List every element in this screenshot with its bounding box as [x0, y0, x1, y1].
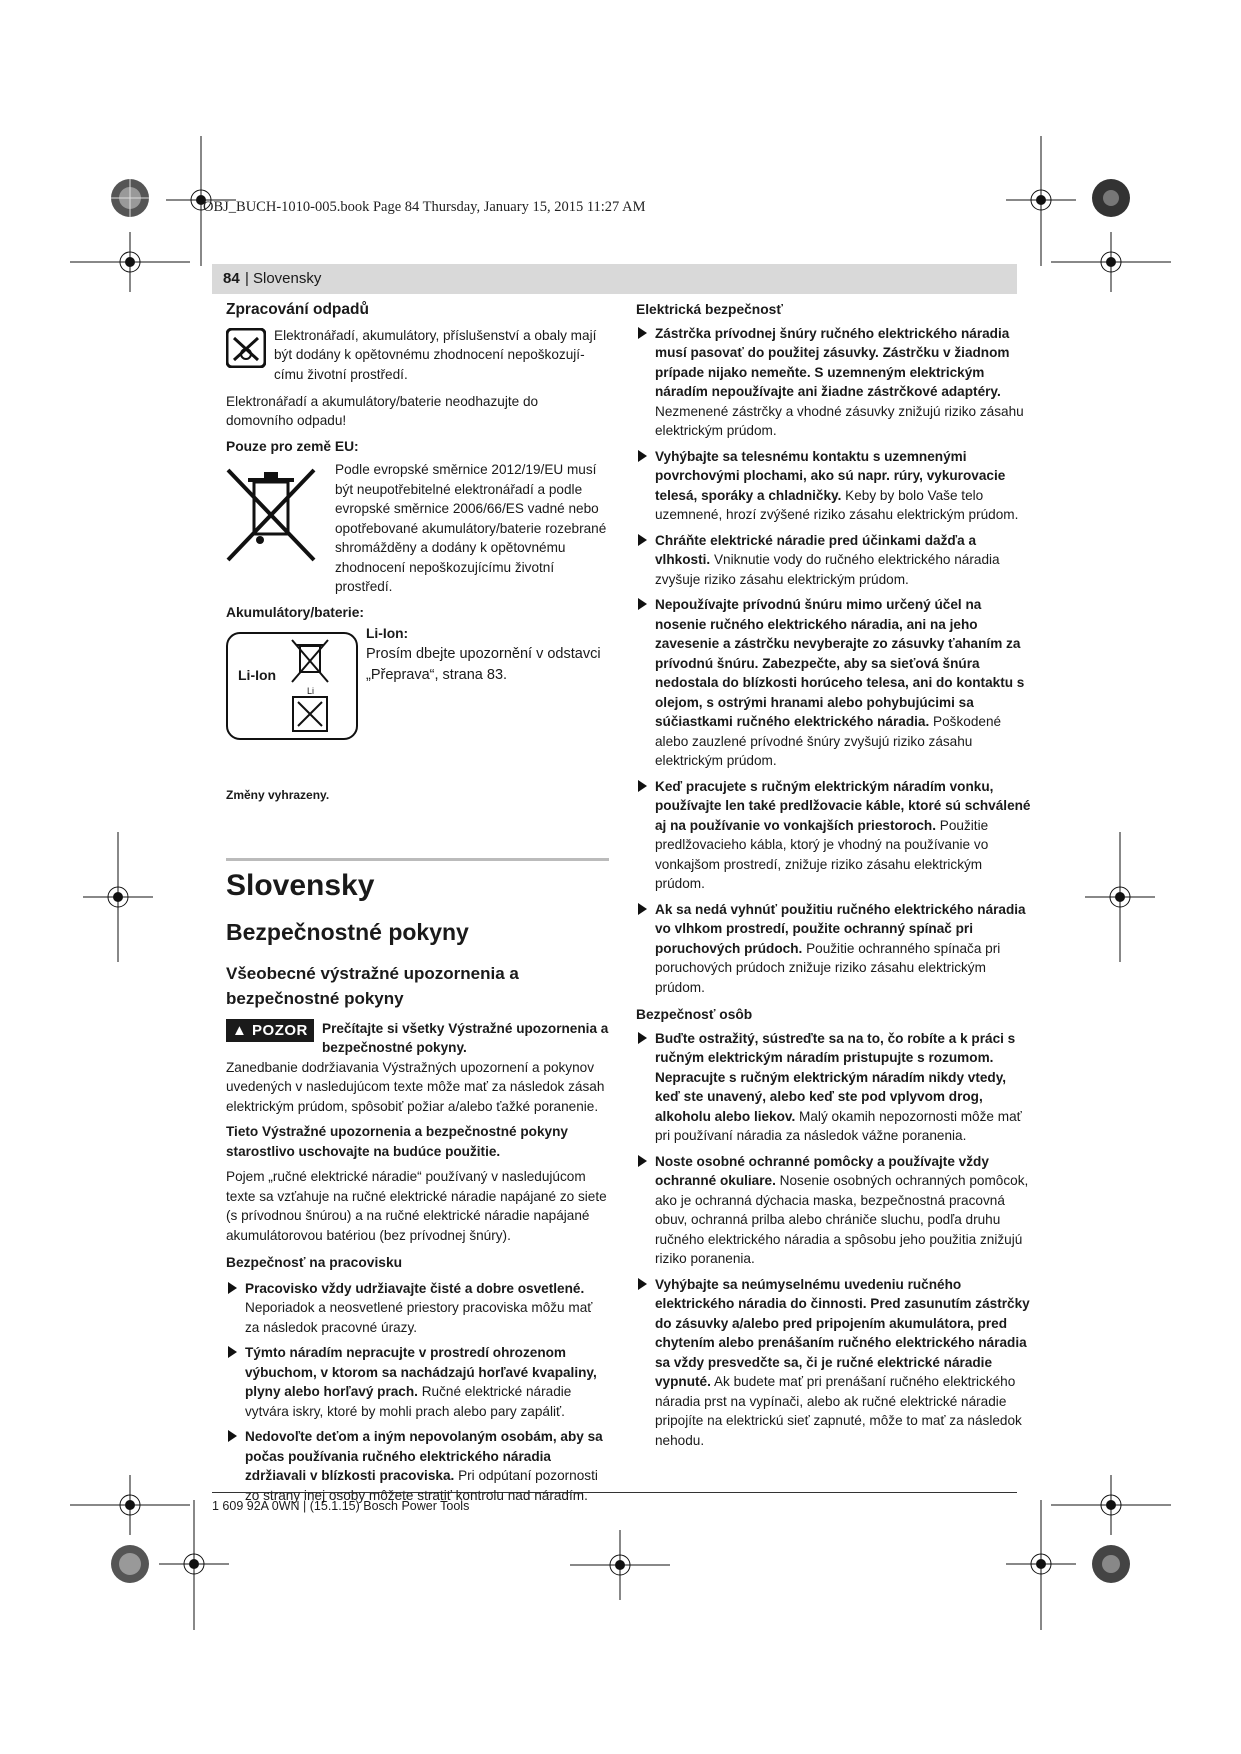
section-divider: [226, 858, 609, 861]
crosshair-mark-bottom-left: [159, 1500, 229, 1630]
registration-mark-top-left-outer: [110, 178, 150, 218]
list-item: [226, 1279, 609, 1338]
keep-instructions: Tieto Výstražné upozornenia a bezpečnostné pokyny starostlivo uschovajte na budúce použitie.: [226, 1124, 568, 1159]
list-item: [226, 1427, 609, 1505]
bullet-arrow-icon: [638, 1155, 647, 1167]
item-text: Použitie ochranného spínača pri poruchových prúdoch znižuje riziko zásahu elektrickým prúdom.: [655, 940, 1001, 995]
liion-heading: Li-Ion:: [366, 626, 409, 641]
bullet-arrow-icon: [638, 598, 647, 610]
crosshair-mark-right-top: [1051, 232, 1171, 292]
crosshair-mark-left-top: [70, 232, 190, 292]
list-item: [636, 777, 1032, 894]
li-small-label: Li: [307, 686, 315, 696]
item-bold: Vyhýbajte sa telesnému kontaktu s uzemnenými povrchovými plochami, ako sú napr. rúry, vykurovacie telesá, sporáky a chladničky.: [655, 448, 1006, 503]
page-number: 84: [223, 270, 240, 287]
item-text: Nosenie osobných ochranných pomôcok, ako je ochranná dýchacia maska, bezpečnostná pracovná obuv, ochranná prilba alebo chrániče sluchu, podľa druhu ručného elektrického náradia a spôsobu jeho použitia znižujú riziko poranenia.: [655, 1173, 1029, 1266]
list-item: [636, 900, 1032, 998]
registration-mark-top-right-outer: [1091, 178, 1131, 218]
item-bold: Ak sa nedá vyhnúť použitiu ručného elektrického náradia vo vlhkom prostredí, použite ochranný spínač pri poruchových prúdoch.: [655, 901, 1026, 956]
crossed-bin-icon: [226, 464, 316, 580]
item-bold: Zástrčka prívodnej šnúry ručného elektrického náradia musí pasovať do použitej zásuvky. Zástrčku v žiadnom prípade nijako nemeňte. S uzemneným elektrickým náradím nepoužívajte ani žiadne zástrčkové adaptéry.: [655, 325, 1010, 399]
pozor-text: Zanedbanie dodržiavania Výstražných upozornení a pokynov uvedených v nasledujúcom texte môže mať za následok zásah elektrickým prúdom, spôsobiť požiar a/alebo ťažké poranenie.: [226, 1059, 605, 1114]
item-bold: Nepoužívajte prívodnú šnúru mimo určený účel na nosenie ručného elektrického náradia, ani na jeho zavesenie a zástrčku nevyberajte zo zásuvky ťahaním za prívodnú šnúru. Zabezpečte, aby sa sieťová šnúra nedostala do blízkosti horúceho telesa, ani do kontaktu s olejom, s ostrými hranami alebo pohybujúcimi sa súčiastkami ručného elektrického náradia.: [655, 597, 1025, 729]
bullet-arrow-icon: [638, 780, 647, 792]
item-text: Malý okamih nepozornosti môže mať pri používaní náradia za následok vážne poranenia.: [655, 1108, 1022, 1143]
bullet-arrow-icon: [228, 1282, 237, 1294]
right-column: [636, 300, 1032, 1456]
crosshair-mark-right-middle: [1085, 832, 1155, 962]
warning-triangle-icon: ▲: [232, 1021, 248, 1039]
electric-heading: Elektrická bezpečnosť: [636, 302, 783, 317]
item-text: Keby by bolo Vaše telo uzemnené, hrozí zvýšené riziko zásahu elektrickým prúdom.: [655, 487, 1019, 522]
warning-badge: [226, 1019, 314, 1043]
waste-text2: Elektronářadí a akumulátory/baterie neodhazujte do domovního odpadu!: [226, 393, 539, 428]
list-item: [636, 324, 1032, 441]
item-text: Použitie predlžovacieho kábla, ktorý je vhodný na používanie vo vonkajšom prostredí, znižuje riziko zásahu elektrickým prúdom.: [655, 817, 989, 891]
safety-title: Bezpečnostné pokyny: [226, 918, 469, 945]
footer-rule: [212, 1492, 1017, 1493]
liion-icon-label: Li-Ion: [238, 667, 277, 683]
item-text: Neporiadok a neosvetlené priestory pracoviska môžu mať za následok pracovné úrazy.: [245, 1300, 593, 1335]
print-file-info: OBJ_BUCH-1010-005.book Page 84 Thursday, January 15, 2015 11:27 AM: [203, 199, 646, 215]
registration-mark-bottom-left-outer: [110, 1544, 150, 1584]
list-item: [226, 1343, 609, 1421]
item-bold: Týmto náradím nepracujte v prostredí ohrozenom výbuchom, v ktorom sa nachádzajú horľavé kvapaliny, plyny alebo horľavý prach.: [245, 1345, 597, 1399]
crosshair-mark-bottom-right: [1006, 1500, 1076, 1630]
item-bold: Nedovoľte deťom a iným nepovolaným osobám, aby sa počas používania ručného elektrického náradia zdržiavali v blízkosti pracoviska.: [245, 1429, 603, 1483]
registration-mark-bottom-right-outer: [1091, 1544, 1131, 1584]
workplace-list: [226, 1279, 609, 1506]
item-bold: Noste osobné ochranné pomôcky a používajte vždy ochranné okuliare.: [655, 1153, 989, 1188]
recycle-package-icon: [226, 328, 266, 374]
waste-title: Zpracování odpadů: [226, 301, 369, 318]
persons-heading: Bezpečnosť osôb: [636, 1007, 753, 1022]
eu-block: [226, 460, 609, 597]
bullet-arrow-icon: [228, 1430, 237, 1442]
running-header: [212, 264, 1017, 294]
list-item: [636, 595, 1032, 771]
crosshair-mark-bottom-center: [570, 1530, 670, 1600]
footer-text: 1 609 92A 0WN | (15.1.15) Bosch Power Tools: [212, 1499, 470, 1513]
list-item: [636, 447, 1032, 525]
pozor-block: [226, 1019, 609, 1058]
eu-text: Podle evropské směrnice 2012/19/EU musí být neupotřebitelné elektronářadí a podle evropské směrnice 2006/66/ES vadné nebo opotřebované akumulátory/baterie rozebrané shromážděny a dodány k opětovnému zhodnocení nepoškozujícímu životní prostředí.: [335, 462, 607, 594]
bullet-arrow-icon: [638, 534, 647, 546]
warning-label: POZOR: [252, 1021, 308, 1039]
separator: |: [245, 270, 249, 287]
item-bold: Vyhýbajte sa neúmyselnému uvedeniu ručného elektrického náradia do činnosti. Pred zasunutím zástrčky do zásuvky a/alebo pred pripojením akumulátora, pred chytením alebo prenášaním ručného elektrického náradia sa vždy presvedčte sa, či je ručné elektrické náradie vypnuté.: [655, 1276, 1030, 1389]
liion-battery-icon: [226, 632, 358, 740]
pozor-bold: Prečítajte si všetky Výstražné upozornenia a bezpečnostné pokyny.: [322, 1020, 609, 1055]
general-title: Všeobecné výstražné upozornenia a bezpečnostné pokyny: [226, 963, 519, 1008]
item-text: Pri odpútaní pozornosti zo strany inej osoby môžete stratiť kontrolu nad náradím.: [245, 1468, 598, 1503]
language-title: Slovensky: [226, 868, 375, 902]
list-item: [636, 1275, 1032, 1451]
bullet-arrow-icon: [638, 1278, 647, 1290]
crosshair-mark-left-middle: [83, 832, 153, 962]
term-text: Pojem „ručné elektrické náradie“ používaný v nasledujúcom texte sa vzťahuje na ručné elektrické náradie napájané zo siete (s prívodnou šnúrou) a na ručné elektrické náradie napájané akumulátorovou batériou (bez prívodnej šnúry).: [226, 1169, 607, 1243]
item-text: Vniknutie vody do ručného elektrického náradia zvyšuje riziko zásahu elektrickým prúdom.: [655, 552, 1000, 587]
liion-block: [226, 624, 609, 764]
battery-recycle-icon: [292, 696, 328, 738]
bullet-arrow-icon: [638, 903, 647, 915]
eu-heading: Pouze pro země EU:: [226, 438, 359, 454]
item-text: Nezmenené zástrčky a vhodné zásuvky znižujú riziko zásahu elektrickým prúdom.: [655, 403, 1024, 438]
item-bold: Keď pracujete s ručným elektrickým náradím vonku, používajte len také predlžovacie káble, ktoré sú schválené aj na používanie vo vonkajších priestoroch.: [655, 778, 1031, 833]
waste-block: [226, 326, 609, 386]
changes-note: Změny vyhrazeny.: [226, 788, 330, 802]
list-item: [636, 1029, 1032, 1146]
list-item: [636, 531, 1032, 590]
item-text: Poškodené alebo zauzlené prívodné šnúry zvyšujú riziko zásahu elektrickým prúdom.: [655, 714, 1002, 768]
waste-text1: Elektronářadí, akumulátory, příslušenství a obaly mají být dodány k opětovnému zhodnocení nepoškozují-címu životní prostředí.: [274, 327, 597, 382]
item-bold: Chráňte elektrické náradie pred účinkami dažďa a vlhkosti.: [655, 532, 977, 567]
item-text: Ak budete mať pri prenášaní ručného elektrického náradia prst na vypínači, alebo ak ručné elektrické náradie pripojíte na elektrickú sieť zapnuté, môže to mať za následok nehodu.: [655, 1374, 1022, 1448]
item-bold: Pracovisko vždy udržiavajte čisté a dobre osvetlené.: [245, 1280, 585, 1296]
section-name: Slovensky: [253, 270, 322, 287]
bullet-arrow-icon: [638, 327, 647, 339]
workplace-heading: Bezpečnosť na pracovisku: [226, 1255, 403, 1270]
list-item: [636, 1152, 1032, 1269]
bullet-arrow-icon: [638, 1032, 647, 1044]
bullet-arrow-icon: [638, 450, 647, 462]
item-text: Ručné elektrické náradie vytvára iskry, ktoré by mohli prach alebo pary zapáliť.: [245, 1384, 572, 1419]
liion-text: Prosím dbejte upozornění v odstavci „Přeprava“, strana 83.: [366, 645, 601, 683]
batteries-heading: Akumulátory/baterie:: [226, 604, 365, 620]
bullet-arrow-icon: [228, 1346, 237, 1358]
item-bold: Buďte ostražitý, sústreďte sa na to, čo robíte a k práci s ručným elektrickým náradím pristupujte s rozumom. Nepracujte s ručným elektrickým náradím nikdy vtedy, keď ste unavený, alebo keď ste pod vplyvom drog, alkoholu alebo liekov.: [655, 1030, 1016, 1124]
left-column: [226, 300, 609, 1511]
